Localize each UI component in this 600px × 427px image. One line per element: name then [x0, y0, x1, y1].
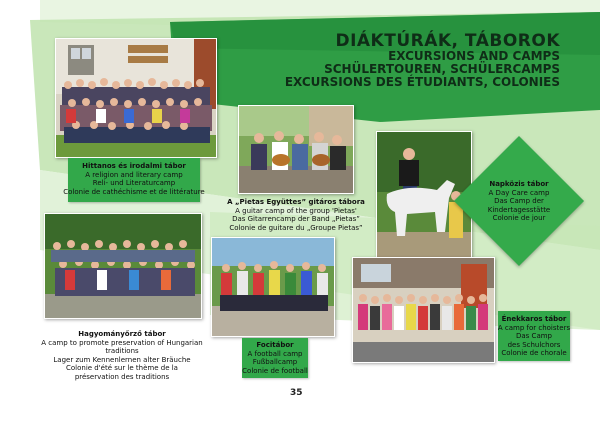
caption-line: Colonie de chorale [501, 349, 567, 358]
caption-line: A football camp [247, 349, 303, 358]
caption-line: Das Gitarrencamp der Band „Pietas” [232, 215, 360, 224]
caption-line: Das Camp der [494, 197, 544, 206]
caption-title: A „Pietas Együttes” gitáros tábora [227, 198, 365, 206]
photo-religion-camp [55, 38, 217, 158]
photo-football-camp [211, 237, 335, 337]
caption-line: A camp for choisters [497, 323, 571, 332]
title-german: SCHÜLERTOUREN, SCHÜLERCAMPS [324, 62, 560, 77]
caption-guitar-camp [222, 198, 370, 232]
caption-religion-camp [62, 162, 206, 196]
caption-title: Hagyományőrző tábor [78, 330, 166, 338]
caption-line: Colonie de guitare du „Groupe Pietas” [229, 223, 363, 232]
photo-tradition-camp [44, 213, 202, 319]
title-french: EXCURSIONS DES ÉTUDIANTS, COLONIES [284, 75, 560, 90]
caption-line: Colonie de football [242, 366, 308, 375]
photo-guitar-camp [238, 105, 354, 194]
title-block [285, 32, 560, 89]
caption-line: A religion and literary camp [85, 170, 183, 179]
caption-line: Colonie d'été sur le thème de la [66, 364, 178, 373]
photo-choir-camp [352, 257, 495, 363]
caption-title: Hittanos és irodalmi tábor [82, 162, 186, 170]
caption-title: Énekkaros tábor [501, 315, 567, 323]
caption-line: Fußballcamp [252, 358, 298, 367]
caption-football-camp [236, 341, 314, 375]
caption-line: Reli- und Literaturcamp [92, 179, 176, 188]
caption-line: des Schulchors [507, 340, 561, 349]
title-english: EXCURSIONS AND CAMPS [388, 49, 560, 64]
caption-line: Colonie de jour [492, 214, 546, 223]
caption-line: Colonie de cathéchisme et de littérature [63, 187, 205, 196]
caption-line: Kindertagesstätte [487, 205, 551, 214]
caption-line: A camp to promote preservation of Hungarian traditions [41, 338, 203, 356]
caption-line: Lager zum Kennenlernen alter Bräuche [53, 355, 191, 364]
caption-line: Das Camp [516, 332, 552, 341]
caption-day-care-camp [474, 180, 564, 223]
caption-title: Napközis tábor [489, 180, 549, 188]
title-hungarian: DIÁKTÚRÁK, TÁBOROK [335, 31, 560, 51]
page-number: 35 [290, 388, 303, 398]
caption-line: A Day Care camp [488, 188, 550, 197]
caption-choir-camp [494, 315, 574, 358]
caption-line: A guitar camp of the group 'Pietas' [235, 206, 357, 215]
caption-tradition-camp [28, 330, 216, 381]
caption-line: préservation des traditions [74, 372, 170, 381]
caption-title: Focitábor [256, 341, 294, 349]
